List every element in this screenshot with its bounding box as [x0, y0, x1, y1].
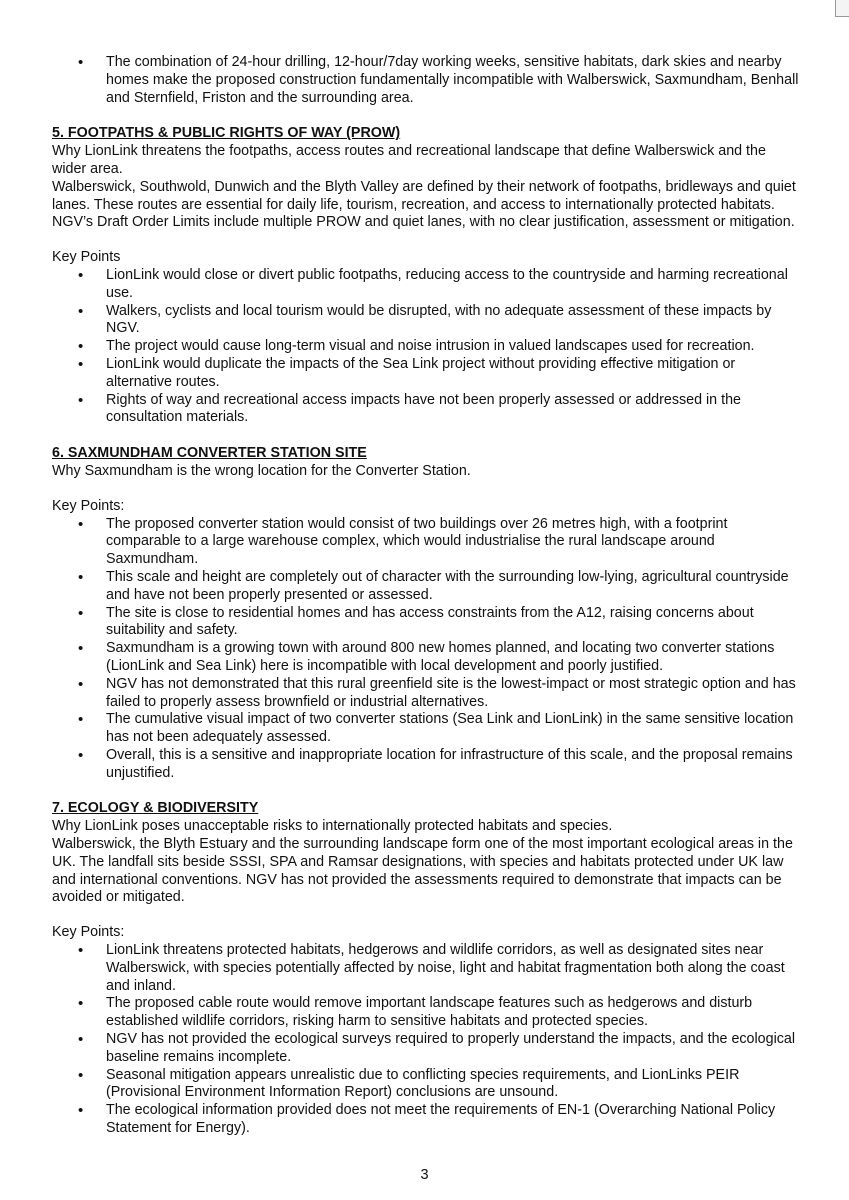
bullet-icon: • — [78, 568, 84, 586]
bullet-icon: • — [78, 391, 84, 409]
bullet-icon: • — [78, 640, 84, 658]
bullet-icon: • — [78, 1102, 84, 1120]
page-number: 3 — [420, 1167, 429, 1183]
section-ecology — [52, 800, 802, 1137]
section-heading: 6. SAXMUNDHAM CONVERTER STATION SITE — [52, 445, 367, 462]
list-item: • This scale and height are completely out of character with the surrounding low-lying, agricultural countryside and have not been properly presented or assessed. — [78, 568, 789, 603]
list-item: • Overall, this is a sensitive and inappropriate location for infrastructure of this scale, and the proposal remains unjustified. — [78, 746, 793, 781]
bullet-icon: • — [78, 942, 84, 960]
list-item: • Rights of way and recreational access impacts have not been properly assessed or addressed in the consultation materials. — [78, 391, 741, 426]
bullet-icon: • — [78, 995, 84, 1013]
list-item: • Saxmundham is a growing town with around 800 new homes planned, and locating two converter stations (LionLink and Sea Link) here is incompatible with local development and poorly justified. — [78, 640, 775, 674]
bullet-icon: • — [78, 515, 84, 533]
bullet-icon: • — [78, 266, 84, 284]
list-item: • LionLink would duplicate the impacts of the Sea Link project without providing effective mitigation or alternative routes. — [78, 355, 736, 390]
bullet-icon: • — [78, 675, 84, 693]
bullet-icon: • — [78, 302, 84, 320]
list-item: • The combination of 24-hour drilling, 12-hour/7day working weeks, sensitive habitats, dark skies and nearby homes make the proposed construction fundamentally incompatible with Walberswick, Saxmundham, Benhall and Sternfield, Friston and the surrounding area. — [78, 54, 799, 106]
list-item: • The project would cause long-term visual and noise intrusion in valued landscapes used for recreation. — [78, 338, 755, 356]
list-item: • The proposed cable route would remove important landscape features such as hedgerows and disturb established wildlife corridors, risking harm to sensitive habitats and protected species. — [78, 995, 753, 1030]
list-item: • NGV has not provided the ecological surveys required to properly understand the impacts, and the ecological baseline remains incomplete. — [78, 1031, 796, 1065]
bullet-icon: • — [78, 1066, 84, 1084]
section-heading: 7. ECOLOGY & BIODIVERSITY — [52, 800, 259, 817]
list-item: • LionLink threatens protected habitats, hedgerows and wildlife corridors, as well as designated sites near Walberswick, with species potentially affected by noise, light and habitat fragmentation both along the coast and inland. — [78, 942, 785, 994]
key-points-label: Key Points: — [52, 497, 125, 514]
list-item: • NGV has not demonstrated that this rural greenfield site is the lowest-impact or most strategic option and has failed to properly assess brownfield or industrial alternatives. — [78, 675, 796, 710]
section-subtitle: Why Saxmundham is the wrong location for the Converter Station. — [52, 462, 471, 479]
section-paragraph: Walberswick, the Blyth Estuary and the surrounding landscape form one of the most important ecological areas in the UK. The landfall sits beside SSSI, SPA and Ramsar designations, with species and habitats protected under UK law and international conventions. NGV has not provided the assessments required to demonstrate that impacts can be avoided or mitigated. — [52, 836, 793, 906]
list-item: • LionLink would close or divert public footpaths, reducing access to the countryside and harming recreational use. — [78, 266, 788, 301]
list-item: • The proposed converter station would consist of two buildings over 26 metres high, with a footprint comparable to a large warehouse complex, which would industrialise the rural landscape around Saxmundham. — [78, 515, 728, 568]
bullet-icon: • — [78, 604, 84, 622]
key-points-label: Key Points — [52, 249, 121, 266]
section-heading: 5. FOOTPATHS & PUBLIC RIGHTS OF WAY (PROW) — [52, 125, 401, 142]
bullet-icon: • — [78, 54, 84, 71]
page-content — [52, 54, 802, 1138]
section-subtitle: Why LionLink poses unacceptable risks to internationally protected habitats and species. — [52, 818, 613, 835]
key-points-list — [52, 516, 802, 783]
list-item: • Seasonal mitigation appears unrealistic due to conflicting species requirements, and LionLinks PEIR (Provisional Environment Information Report) conclusions are unsound. — [78, 1066, 740, 1101]
bullet-icon: • — [78, 338, 84, 356]
list-item: • The cumulative visual impact of two converter stations (Sea Link and LionLink) in the same sensitive location has not been adequately assessed. — [78, 711, 794, 746]
bullet-icon: • — [78, 711, 84, 729]
section-paragraph: Walberswick, Southwold, Dunwich and the Blyth Valley are defined by their network of footpaths, bridleways and quiet lanes. These routes are essential for daily life, tourism, recreation, and access to internationally protected habitats. NGV’s Draft Order Limits include multiple PROW and quiet lanes, with no clear justification, assessment or mitigation. — [52, 178, 796, 231]
list-item: • The site is close to residential homes and has access constraints from the A12, raising concerns about suitability and safety. — [78, 604, 754, 639]
page-corner-marker — [835, 0, 849, 17]
key-points-list — [52, 942, 802, 1138]
key-points-list — [52, 267, 802, 427]
key-points-label: Key Points: — [52, 924, 125, 941]
intro-bullet-list — [52, 54, 802, 107]
list-item: • Walkers, cyclists and local tourism would be disrupted, with no adequate assessment of these impacts by NGV. — [78, 302, 772, 337]
list-item: • The ecological information provided does not meet the requirements of EN-1 (Overarching National Policy Statement for Energy). — [78, 1102, 776, 1137]
section-saxmundham — [52, 445, 802, 782]
bullet-icon: • — [78, 355, 84, 373]
section-subtitle: Why LionLink threatens the footpaths, access routes and recreational landscape that define Walberswick and the wider area. — [52, 143, 766, 177]
bullet-icon: • — [78, 746, 84, 764]
bullet-icon: • — [78, 1031, 84, 1049]
section-footpaths — [52, 125, 802, 427]
